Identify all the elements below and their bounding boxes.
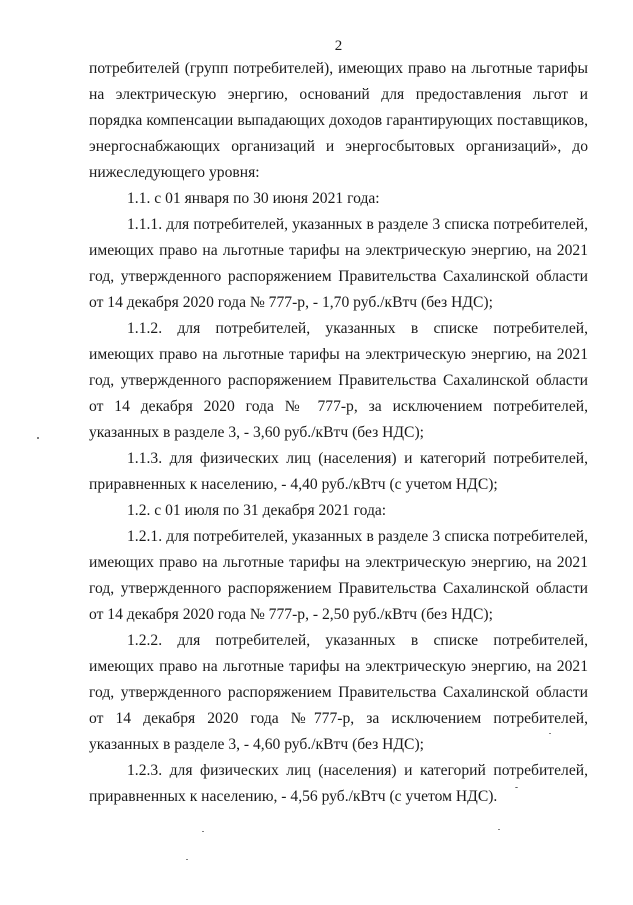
paragraph-1-2-3: 1.2.3. для физических лиц (населения) и категорий потребителей, приравненных к населению, - 4,56 руб./кВтч (с учетом НДС). bbox=[89, 762, 588, 805]
scan-speck bbox=[498, 829, 500, 830]
page-number: 2 bbox=[334, 38, 343, 54]
scan-speck bbox=[186, 859, 188, 860]
scan-speck bbox=[549, 733, 551, 734]
scan-speck bbox=[37, 437, 39, 439]
paragraph-1-2: 1.2. с 01 июля по 31 декабря 2021 года: bbox=[127, 502, 387, 519]
paragraph-1-1: 1.1. с 01 января по 30 июня 2021 года: bbox=[127, 190, 380, 207]
paragraph-1-2-1: 1.2.1. для потребителей, указанных в разделе 3 списка потребителей, имеющих право на льготные тарифы на электрическую энергию, на 2021 год, утвержденного распоряжением Правительства Сахалинской области от 14 декабря 2020 года № 777-р, - 2,50 руб./кВтч (без НДС); bbox=[89, 528, 588, 623]
paragraph-1-1-3: 1.1.3. для физических лиц (населения) и категорий потребителей, приравненных к населению, - 4,40 руб./кВтч (с учетом НДС); bbox=[89, 450, 588, 493]
paragraph-1-1-2: 1.1.2. для потребителей, указанных в списке потребителей, имеющих право на льготные тарифы на электрическую энергию, на 2021 год, утвержденного распоряжением Правительства Сахалинской области от 14 декабря 2020 года № 777-р, за исключением потребителей, указанных в разделе 3, - 3,60 руб./кВтч (без НДС); bbox=[89, 320, 588, 441]
paragraph-intro: потребителей (групп потребителей), имеющих право на льготные тарифы на электрическую энергию, оснований для предоставления льгот и порядка компенсации выпадающих доходов гарантирующих поставщиков, энергоснабжающих организаций и энергосбытовых организаций», до нижеследующего уровня: bbox=[89, 60, 588, 181]
scan-speck bbox=[515, 787, 518, 788]
scan-speck bbox=[202, 831, 204, 832]
paragraph-1-2-2: 1.2.2. для потребителей, указанных в списке потребителей, имеющих право на льготные тарифы на электрическую энергию, на 2021 год, утвержденного распоряжением Правительства Сахалинской области от 14 декабря 2020 года №777-р, за исключением потребителей, указанных в разделе 3, - 4,60 руб./кВтч (без НДС); bbox=[89, 632, 588, 753]
paragraph-1-1-1: 1.1.1. для потребителей, указанных в разделе 3 списка потребителей, имеющих право на льготные тарифы на электрическую энергию, на 2021 год, утвержденного распоряжением Правительства Сахалинской области от 14 декабря 2020 года № 777-р, - 1,70 руб./кВтч (без НДС); bbox=[89, 216, 588, 311]
document-body bbox=[89, 56, 588, 810]
